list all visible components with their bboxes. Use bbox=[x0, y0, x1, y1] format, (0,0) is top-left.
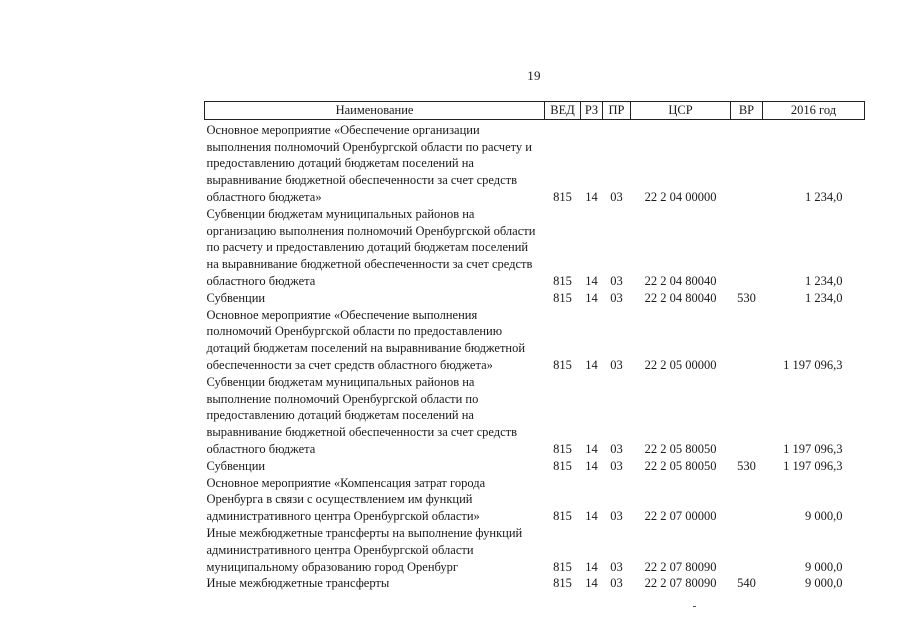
table-row bbox=[205, 525, 865, 575]
row-ved: 815 bbox=[553, 509, 572, 524]
row-pr: 03 bbox=[610, 559, 623, 574]
page-number: 19 bbox=[527, 68, 541, 83]
row-name: Субвенции бюджетам муниципальных районов на организацию выполнения полномочий Оренбургской области по расчету и предоставлению дотаций бюджетам поселений на выравнивание бюджетной обеспеченности за счет средств областного бюджета bbox=[206, 206, 536, 288]
row-csr: 22 2 04 80040 bbox=[644, 290, 717, 305]
header-pr: ПР bbox=[603, 102, 631, 120]
row-pr: 03 bbox=[610, 441, 623, 456]
row-pr: 03 bbox=[610, 458, 623, 473]
row-vr bbox=[731, 374, 763, 458]
table-row bbox=[205, 206, 865, 290]
header-ved: ВЕД bbox=[545, 102, 581, 120]
row-rz: 14 bbox=[585, 273, 598, 288]
row-name: Иные межбюджетные трансферты bbox=[206, 576, 390, 591]
row-vr bbox=[731, 307, 763, 374]
header-vr: ВР bbox=[731, 102, 763, 120]
row-rz: 14 bbox=[585, 509, 598, 524]
row-ved: 815 bbox=[553, 559, 572, 574]
header-name: Наименование bbox=[205, 102, 545, 120]
budget-table bbox=[204, 101, 865, 592]
row-amount: 1 234,0 bbox=[805, 189, 843, 204]
table-row bbox=[205, 374, 865, 458]
row-rz: 14 bbox=[585, 290, 598, 305]
row-amount: 9 000,0 bbox=[805, 559, 843, 574]
row-ved: 815 bbox=[553, 189, 572, 204]
row-amount: 1 234,0 bbox=[805, 273, 843, 288]
row-pr: 03 bbox=[610, 357, 623, 372]
row-pr: 03 bbox=[610, 189, 623, 204]
header-year: 2016 год bbox=[763, 102, 865, 120]
row-amount: 9 000,0 bbox=[805, 576, 843, 591]
row-ved: 815 bbox=[553, 290, 572, 305]
row-csr: 22 2 07 80090 bbox=[644, 576, 717, 591]
row-rz: 14 bbox=[585, 189, 598, 204]
scan-artifact bbox=[693, 606, 696, 607]
row-csr: 22 2 05 80050 bbox=[644, 458, 717, 473]
row-amount: 1 197 096,3 bbox=[783, 441, 843, 456]
row-vr bbox=[731, 475, 763, 525]
row-pr: 03 bbox=[610, 290, 623, 305]
table-row bbox=[205, 307, 865, 374]
row-ved: 815 bbox=[553, 441, 572, 456]
row-pr: 03 bbox=[610, 273, 623, 288]
row-rz: 14 bbox=[585, 559, 598, 574]
header-csr: ЦСР bbox=[631, 102, 731, 120]
table-row bbox=[205, 475, 865, 525]
row-name: Основное мероприятие «Компенсация затрат города Оренбурга в связи с осуществлением им функций административного центра Оренбургской области» bbox=[206, 475, 486, 524]
row-vr bbox=[731, 119, 763, 205]
row-csr: 22 2 04 80040 bbox=[644, 273, 717, 288]
row-csr: 22 2 05 00000 bbox=[644, 357, 717, 372]
table-row bbox=[205, 458, 865, 475]
row-name: Основное мероприятие «Обеспечение организации выполнения полномочий Оренбургской области по расчету и предоставлению дотаций бюджетам поселений на выравнивание бюджетной обеспеченности за счет средств областного бюджета» bbox=[206, 122, 532, 204]
row-name: Субвенции бюджетам муниципальных районов на выполнение полномочий Оренбургской области по предоставлению дотаций бюджетам поселений на выравнивание бюджетной обеспеченности за счет средств областного бюджета bbox=[206, 374, 518, 456]
row-amount: 1 234,0 bbox=[805, 290, 843, 305]
table-row bbox=[205, 119, 865, 205]
row-ved: 815 bbox=[553, 273, 572, 288]
row-csr: 22 2 04 00000 bbox=[644, 189, 717, 204]
header-rz: РЗ bbox=[581, 102, 603, 120]
row-name: Основное мероприятие «Обеспечение выполнения полномочий Оренбургской области по предоставлению дотаций бюджетам поселений на выравнивание бюджетной обеспеченности за счет средств областного бюджета» bbox=[206, 307, 526, 372]
row-amount: 9 000,0 bbox=[805, 509, 843, 524]
row-vr: 530 bbox=[737, 290, 756, 305]
row-pr: 03 bbox=[610, 509, 623, 524]
row-vr bbox=[731, 206, 763, 290]
row-csr: 22 2 05 80050 bbox=[644, 441, 717, 456]
row-csr: 22 2 07 80090 bbox=[644, 559, 717, 574]
row-name: Субвенции bbox=[206, 290, 266, 305]
row-rz: 14 bbox=[585, 357, 598, 372]
table-row bbox=[205, 290, 865, 307]
table-header bbox=[205, 102, 865, 120]
row-ved: 815 bbox=[553, 458, 572, 473]
row-csr: 22 2 07 00000 bbox=[644, 509, 717, 524]
row-pr: 03 bbox=[610, 576, 623, 591]
row-ved: 815 bbox=[553, 576, 572, 591]
row-rz: 14 bbox=[585, 458, 598, 473]
table-row bbox=[205, 575, 865, 592]
row-vr bbox=[731, 525, 763, 575]
row-amount: 1 197 096,3 bbox=[783, 357, 843, 372]
row-rz: 14 bbox=[585, 441, 598, 456]
header-row bbox=[205, 102, 865, 120]
row-rz: 14 bbox=[585, 576, 598, 591]
row-ved: 815 bbox=[553, 357, 572, 372]
row-vr: 540 bbox=[737, 576, 756, 591]
row-name: Субвенции bbox=[206, 458, 266, 473]
row-name: Иные межбюджетные трансферты на выполнение функций административного центра Оренбургской области муниципальному образованию город Оренбург bbox=[206, 525, 523, 574]
row-vr: 530 bbox=[737, 458, 756, 473]
table-body bbox=[205, 119, 865, 592]
row-amount: 1 197 096,3 bbox=[783, 458, 843, 473]
